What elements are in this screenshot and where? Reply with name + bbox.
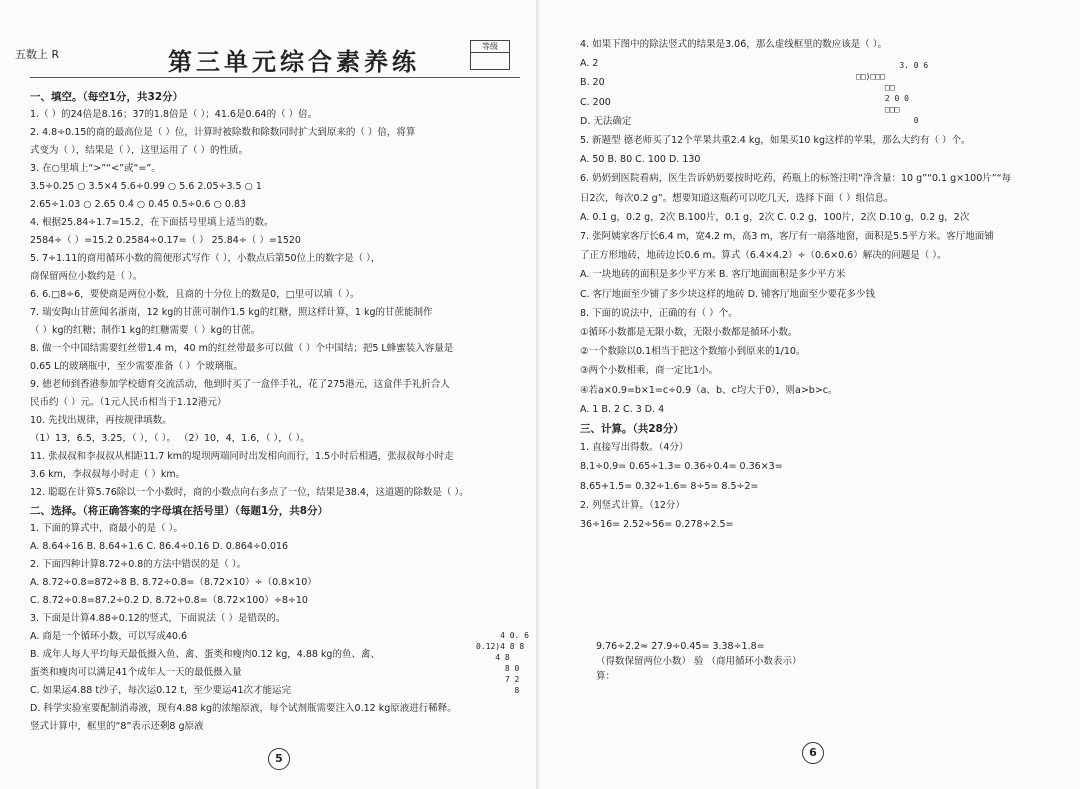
division-figure-row: 4 0. 6 [476, 631, 529, 640]
grade-label: 五数上 R [15, 48, 60, 61]
left-question-line: D. 科学实验室要配制消毒液，现有4.88 kg的浓缩原液，每个试剂瓶需要注入0.12 kg原液进行稀释。 [30, 703, 457, 714]
right-question-line: A. 0.1 g，0.2 g，2次 B.100片，0.1 g，2次 C. 0.2 g，100片，2次 D.10 g，0.2 g，2次 [580, 211, 970, 223]
left-question-line: 4. 根据25.84÷1.7=15.2，在下面括号里填上适当的数。 [30, 217, 274, 228]
right-question-line: 36÷16= 2.52÷56= 0.278÷2.5= [580, 519, 734, 530]
right-question-line: ①循环小数都是无限小数，无限小数都是循环小数。 [580, 327, 798, 338]
left-question-line: A. 8.72÷0.8=872÷8 B. 8.72÷0.8=（8.72×10）÷（0.8×10） [30, 577, 317, 588]
right-question-line: C. 200 [580, 96, 611, 108]
right-question-line: ②一个数除以0.1相当于把这个数缩小到原来的1/10。 [580, 346, 806, 358]
right-question-line: 2. 列竖式计算。（12分） [580, 499, 685, 511]
title-rule [30, 77, 520, 78]
right-bottom-line: 算： [596, 671, 616, 682]
right-question-line: 日2次，每次0.2 g”。想要知道这瓶药可以吃几天，选择下面（ ）组信息。 [580, 192, 894, 204]
division-figure-row: □□ [856, 83, 895, 92]
right-question-line: 三、计算。（共28分） [580, 423, 684, 435]
right-question-line: C. 客厅地面至少铺了多少块这样的地砖 D. 铺客厅地面至少要花多少钱 [580, 288, 876, 300]
left-question-line: 民币约（ ）元。（1元人民币相当于1.12港元） [30, 397, 227, 408]
left-question-line: 6. 6.□8÷6，要使商是两位小数，且商的十分位上的数是0，□里可以填（ ）。 [30, 289, 360, 300]
right-question-line: 8. 下面的说法中，正确的有（ ）个。 [580, 307, 738, 319]
division-figure-row: □□□ [856, 105, 900, 114]
left-question-line: 3. 下面是计算4.88÷0.12的竖式，下面说法（ ）是错误的。 [30, 613, 286, 624]
division-figure-right [856, 60, 928, 126]
left-question-line: 7. 瑞安陶山甘蔗闻名浙南，12 kg的甘蔗可制作1.5 kg的红糖，照这样计算，1 kg的甘蔗能制作 [30, 307, 433, 318]
division-figure-row: 0 [856, 116, 919, 125]
right-page [540, 0, 1080, 789]
left-question-line: 10. 先找出规律，再按规律填数。 [30, 415, 172, 426]
right-question-line: 5. 新题型 德老师买了12个苹果共重2.4 kg，如果买10 kg这样的苹果，那么大约有（ ）个。 [580, 135, 971, 146]
left-question-line: 式变为（ ），结果是（ ），这里运用了（ ）的性质。 [30, 145, 249, 156]
division-figure-row: 0.12)4 8 8 [476, 642, 525, 651]
left-question-line: 9. 徳老师到香港参加学校德育交流活动，他到时买了一盒伴手礼，花了275港元，这盒伴手礼折合人 [30, 379, 450, 390]
right-question-line: 6. 奶奶到医院看病，医生告诉奶奶要按时吃药，药瓶上的标签注明“净含量：10 g”“0.1 g×100片”“每 [580, 173, 1012, 185]
right-question-line: A. 1 B. 2 C. 3 D. 4 [580, 403, 665, 415]
long-division-figure [476, 630, 529, 696]
left-question-line: 3. 在○里填上“>”“<”或“=”。 [30, 163, 161, 174]
page-title: 第三单元综合素养练 [168, 47, 420, 76]
left-question-line: 8. 做一个中国结需要红丝带1.4 m，40 m的红丝带最多可以做（ ）个中国结；把5 L蜂蜜装入容量是 [30, 343, 454, 354]
left-question-line: （1）13，6.5，3.25，（ ），（ ）。 （2）10，4，1.6，（ ），（ ）。 [30, 433, 310, 444]
right-question-line: 8.1÷0.9= 0.65÷1.3= 0.36÷0.4= 0.36×3= [580, 461, 783, 473]
division-figure-row: 2 0 0 [856, 94, 909, 103]
left-question-line: 11. 张叔叔和李叔叔从相距11.7 km的堤坝两端同时出发相向而行，1.5小时后相遇，张叔叔每小时走 [30, 451, 454, 462]
division-figure-row: □□)□□□ [856, 72, 885, 81]
right-question-line: A. 50 B. 80 C. 100 D. 130 [580, 154, 701, 166]
grade-box-label: 等级 [471, 41, 509, 53]
left-question-line: 2584÷（ ）=15.2 0.2584÷0.17=（ ） 25.84÷（ ）=1520 [30, 235, 301, 246]
right-question-line: 7. 张阿姨家客厅长6.4 m，宽4.2 m，高3 m，客厅有一扇落地窗，面积是5.5平方米。客厅地面铺 [580, 231, 994, 242]
left-question-line: C. 8.72÷0.8=87.2÷0.2 D. 8.72÷0.8=（8.72×100）÷8÷10 [30, 595, 308, 606]
left-question-line: 3.5÷0.25 ○ 3.5×4 5.6÷0.99 ○ 5.6 2.05÷3.5 ○ 1 [30, 181, 262, 192]
grade-box [470, 40, 510, 70]
left-question-line: 2. 下面四种计算8.72÷0.8的方法中错误的是（ ）。 [30, 559, 247, 570]
division-figure-row: 3. 0 6 [856, 61, 929, 70]
left-question-line: A. 8.64÷16 B. 8.64÷1.6 C. 86.4÷0.16 D. 0.864÷0.016 [30, 541, 289, 552]
left-question-line: 商保留两位小数约是（ ）。 [30, 271, 143, 282]
left-question-line: C. 如果运4.88 t沙子，每次运0.12 t，至少要运41次才能运完 [30, 685, 292, 696]
division-figure-row: 7 2 [476, 675, 520, 684]
right-question-line: A. 一块地砖的面积是多少平方米 B. 客厅地面面积是多少平方米 [580, 269, 846, 281]
page-number-right: 6 [802, 742, 824, 764]
right-question-line: 8.65+1.5= 0.32÷1.6= 8÷5= 8.5÷2= [580, 480, 759, 492]
left-question-line: 竖式计算中，框里的“8”表示还剩8 g原液 [30, 721, 204, 732]
right-bottom-line: （得数保留两位小数） 验 （商用循环小数表示） [596, 656, 802, 667]
division-figure-row: 8 0 [476, 664, 520, 673]
left-question-line: 3.6 km，李叔叔每小时走（ ）km。 [30, 469, 186, 480]
left-question-line: 2. 4.8÷0.15的商的最高位是（ ）位，计算时被除数和除数同时扩大到原来的（ ）倍，将算 [30, 127, 416, 138]
left-question-line: A. 商是一个循环小数，可以写成40.6̇ [30, 631, 188, 642]
right-question-line: D. 无法确定 [580, 115, 632, 127]
left-question-line: 1. 下面的算式中，商最小的是（ ）。 [30, 523, 183, 534]
left-question-line: 12. 聪聪在计算5.76除以一个小数时，商的小数点向右多点了一位，结果是38.4，这道题的除数是（ ）。 [30, 487, 469, 498]
left-question-line: 二、选择。（将正确答案的字母填在括号里）（每题1分，共8分） [30, 505, 329, 517]
left-question-line: B. 成年人每人平均每天最低摄入鱼、禽、蛋类和瘦肉0.12 kg，4.88 kg的鱼、禽、 [30, 649, 380, 660]
left-question-line: 2.65÷1.03 ○ 2.65 0.4̇ ○ 0.4̇5̇ 0.5÷0.6 ○ 0.8̇3̇ [30, 199, 247, 210]
page-number-left: 5 [268, 748, 290, 770]
division-figure-row: 4 8 [476, 653, 510, 662]
right-question-line: 1. 直接写出得数。（4分） [580, 442, 689, 454]
left-question-line: 5. 7÷1.11的商用循环小数的简便形式写作（ ），小数点后第50位上的数字是（ ）， [30, 253, 381, 264]
right-question-line: ③两个小数相乘，商一定比1小。 [580, 365, 719, 377]
right-question-line: B. 20 [580, 77, 605, 89]
right-question-line: A. 2 [580, 58, 599, 70]
left-question-line: 0.65 L的玻璃瓶中，至少需要准备（ ）个玻璃瓶。 [30, 361, 243, 372]
left-question-line: 1.（ ）的24倍是8.16；37的1.8倍是（ ）；41.6是0.64的（ ）倍。 [30, 109, 318, 120]
right-question-line: ④若a×0.9=b×1=c÷0.9（a、b、c均大于0），则a>b>c。 [580, 384, 838, 396]
left-question-line: （ ）kg的红糖；制作1 kg的红糖需要（ ）kg的甘蔗。 [30, 325, 261, 336]
right-question-line: 4. 如果下图中的除法竖式的结果是3.0̇6̇，那么虚线框里的数应该是（ ）。 [580, 39, 888, 50]
division-figure-row: 8 [476, 686, 520, 695]
left-question-line: 蛋类和瘦肉可以满足41个成年人一天的最低摄入量 [30, 667, 242, 678]
right-question-line: 了正方形地砖，地砖边长0.6 m。算式（6.4×4.2）÷（0.6×0.6）解决的问题是（ ）。 [580, 250, 947, 262]
left-question-line: 一、填空。（每空1分，共32分） [30, 91, 184, 103]
right-bottom-line: 9.76÷2.2≈ 27.9÷0.45= 3.38÷1.8= [596, 641, 765, 652]
